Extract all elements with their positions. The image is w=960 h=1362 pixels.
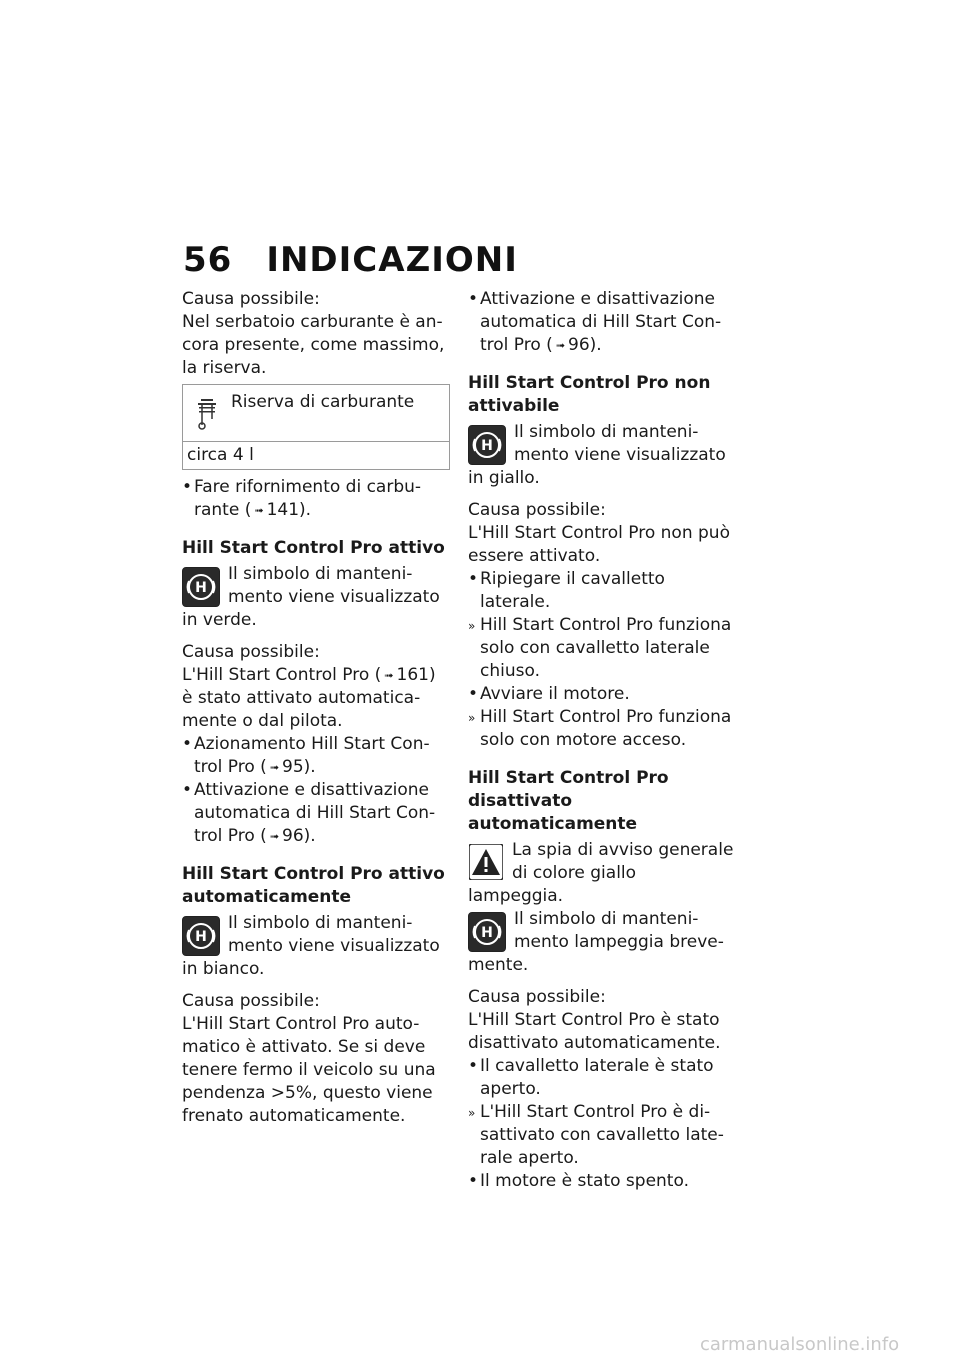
text-line: mente o dal pilota. (182, 711, 343, 731)
list-item (468, 288, 736, 357)
intro-line: la riserva. (182, 358, 267, 378)
page-reference: 96). (568, 335, 602, 355)
icon-description (468, 839, 736, 908)
text-line: Il motore è stato spento. (480, 1171, 689, 1191)
result-icon: » (468, 619, 476, 633)
bullet: • (468, 289, 479, 309)
section-title (468, 767, 736, 836)
icon-description (468, 908, 736, 977)
left-column (182, 288, 450, 1128)
result-item (468, 614, 736, 683)
arrow-icon: ➟ (384, 669, 394, 682)
text-line: tenere fermo il veicolo su una (182, 1060, 436, 1080)
arrow-icon: ➟ (269, 761, 280, 774)
icon-description (182, 912, 450, 981)
text-line: La spia di avviso generale (512, 840, 734, 860)
result-item (468, 706, 736, 752)
bullet: • (468, 1056, 479, 1076)
hill-start-icon-green (182, 567, 220, 607)
intro-line: cora presente, come massimo, (182, 335, 445, 355)
text-line: Attivazione e disattivazione (480, 289, 716, 309)
text-line: frenato automaticamente. (182, 1106, 406, 1126)
text-line: aperto. (480, 1079, 541, 1099)
list-item (468, 568, 736, 614)
text-line: in verde. (182, 610, 257, 630)
arrow-icon: ➟ (555, 339, 566, 352)
text-line: Azionamento Hill Start Con- (194, 734, 430, 754)
text-line: Fare rifornimento di carbu- (194, 477, 422, 497)
svg-text:H: H (481, 438, 493, 454)
text-line: Il simbolo di manteni- (228, 913, 413, 933)
result-item (468, 1101, 736, 1170)
text-line: solo con cavalletto laterale (480, 638, 710, 658)
text-line: Il cavalletto laterale è stato (480, 1056, 714, 1076)
list-item (182, 779, 450, 848)
list-item (182, 733, 450, 779)
text-line: chiuso. (480, 661, 540, 681)
text-line: Ripiegare il cavalletto laterale. (480, 569, 665, 612)
hill-start-icon-yellow (468, 425, 506, 465)
hill-start-icon-white (182, 916, 220, 956)
intro-text (182, 288, 450, 380)
section-title-line: automaticamente (182, 887, 352, 907)
text-line: trol Pro ( (480, 335, 553, 355)
fuel-reserve-value: circa 4 l (187, 445, 254, 465)
svg-text:H: H (195, 580, 207, 596)
page-number: 56 (183, 240, 233, 280)
text-line: mento viene visualizzato (514, 445, 726, 465)
section-title-line: Hill Start Control Pro non (468, 373, 711, 393)
text-line: in giallo. (468, 468, 540, 488)
icon-description (182, 563, 450, 632)
section-title: Hill Start Control Pro attivo (182, 538, 445, 558)
watermark[interactable]: carmanualsonline.info (700, 1334, 900, 1355)
bullet: • (182, 734, 193, 754)
page-reference: 95). (282, 757, 316, 777)
right-column (468, 288, 736, 1193)
section-title-line: Hill Start Control Pro attivo (182, 864, 445, 884)
result-icon: » (468, 711, 476, 725)
text-line: L'Hill Start Control Pro auto- (182, 1014, 420, 1034)
text-line: automatica di Hill Start Con- (194, 803, 436, 823)
text-line: L'Hill Start Control Pro ( (182, 665, 382, 685)
section-title-line: attivabile (468, 396, 560, 416)
list-item (468, 683, 736, 706)
text-line: Causa possibile: (468, 500, 606, 520)
fuel-reserve-label: Riserva di carburante (231, 392, 415, 412)
text-line: disattivato automaticamente. (468, 1033, 721, 1053)
text-line: L'Hill Start Control Pro è di- (480, 1102, 711, 1122)
icon-description (468, 421, 736, 490)
svg-text:H: H (481, 925, 493, 941)
page-title: INDICAZIONI (266, 240, 518, 280)
text-line: trol Pro ( (194, 826, 267, 846)
text-line: Il simbolo di manteni- (228, 564, 413, 584)
text-line: mento lampeggia breve- (514, 932, 724, 952)
arrow-icon: ➟ (254, 504, 264, 517)
text-line: Il simbolo di manteni- (514, 909, 699, 929)
text-line: rale aperto. (480, 1148, 579, 1168)
result-icon: » (468, 1106, 476, 1120)
page-reference: 141). (266, 500, 312, 520)
text-line: in bianco. (182, 959, 265, 979)
section-title (182, 863, 450, 909)
text-line: mente. (468, 955, 529, 975)
intro-line: Causa possibile: (182, 289, 320, 309)
bullet: • (468, 569, 479, 589)
page-header (183, 240, 518, 280)
text-line: di colore giallo lampeggia. (468, 863, 637, 906)
list-item (468, 1170, 736, 1193)
section-title (468, 372, 736, 418)
text-line: Avviare il motore. (480, 684, 630, 704)
text-line: Attivazione e disattivazione (194, 780, 430, 800)
text-line: rante ( (194, 500, 252, 520)
arrow-icon: ➟ (269, 830, 280, 843)
intro-line: Nel serbatoio carburante è an- (182, 312, 443, 332)
text-line: Hill Start Control Pro funziona (480, 615, 732, 635)
text-line: automatica di Hill Start Con- (480, 312, 722, 332)
text-line: matico è attivato. Se si deve (182, 1037, 426, 1057)
text-line: trol Pro ( (194, 757, 267, 777)
text-line: L'Hill Start Control Pro è stato (468, 1010, 720, 1030)
text-line: Causa possibile: (182, 642, 320, 662)
fuel-gauge-icon (183, 385, 231, 441)
bullet: • (182, 780, 193, 800)
text-line: Causa possibile: (468, 987, 606, 1007)
text-line: mento viene visualizzato (228, 936, 440, 956)
text-line: essere attivato. (468, 546, 601, 566)
fuel-reserve-table (182, 384, 450, 470)
section-title-line: disattivato automaticamente (468, 791, 638, 834)
text-line: L'Hill Start Control Pro non può (468, 523, 730, 543)
svg-text:H: H (195, 929, 207, 945)
bullet: • (468, 1171, 479, 1191)
text-line: Il simbolo di manteni- (514, 422, 699, 442)
text-line: Hill Start Control Pro funziona (480, 707, 732, 727)
bullet: • (468, 684, 479, 704)
text-line: è stato attivato automatica- (182, 688, 421, 708)
list-item (468, 1055, 736, 1101)
list-item (182, 476, 450, 522)
bullet: • (182, 477, 193, 497)
text-line: solo con motore acceso. (480, 730, 687, 750)
text-line: mento viene visualizzato (228, 587, 440, 607)
text-line: pendenza >5%, questo viene (182, 1083, 433, 1103)
hill-start-icon-flashing (468, 912, 506, 952)
text-line: Causa possibile: (182, 991, 320, 1011)
text-line: sattivato con cavalletto late- (480, 1125, 724, 1145)
warning-triangle-icon (468, 843, 504, 881)
page-reference: 161) (396, 665, 436, 685)
page-reference: 96). (282, 826, 316, 846)
section-title-line: Hill Start Control Pro (468, 768, 669, 788)
